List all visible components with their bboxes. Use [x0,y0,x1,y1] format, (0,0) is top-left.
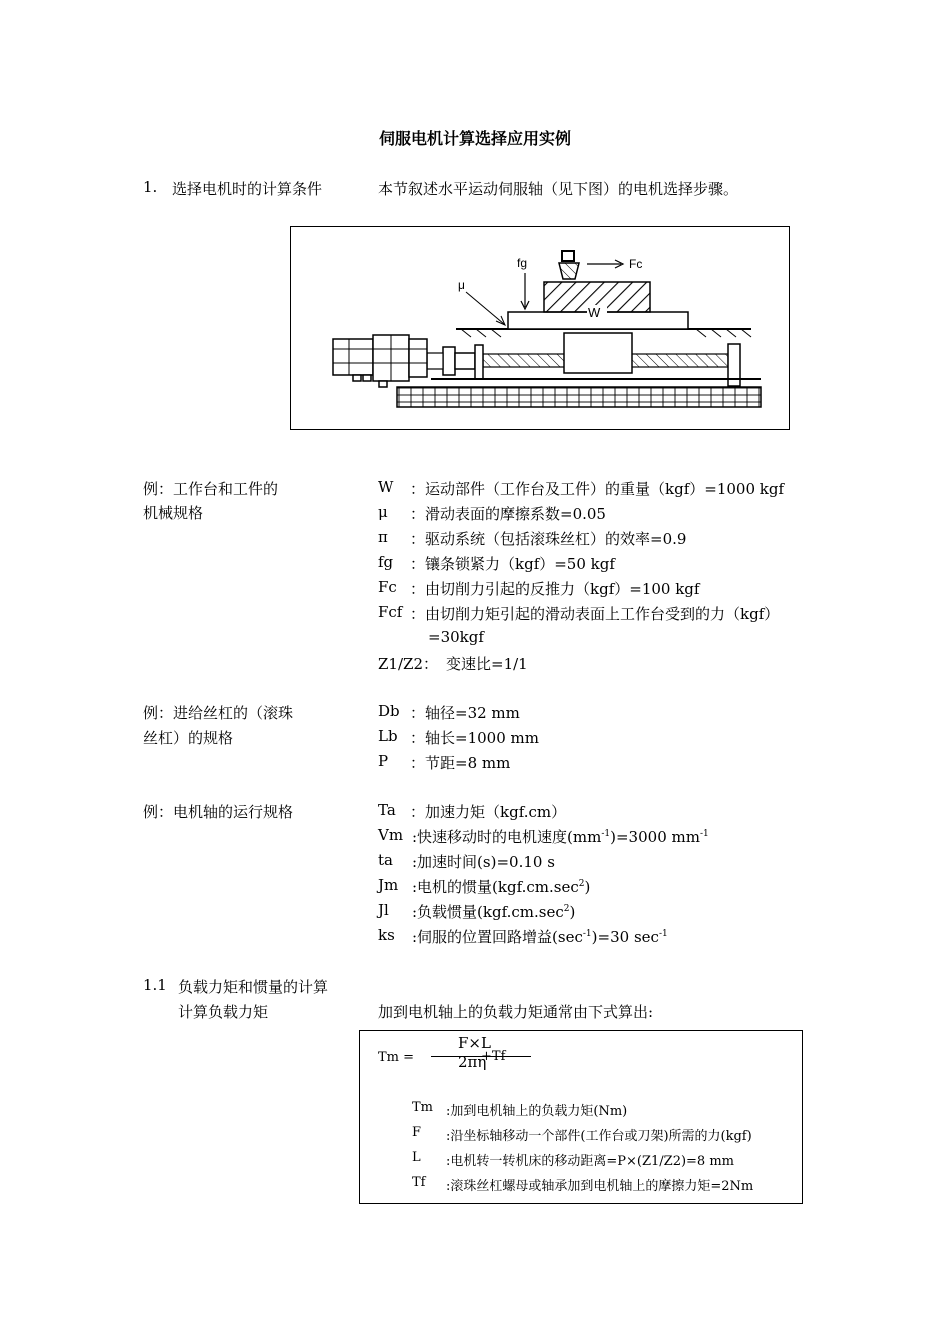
formula-def-desc: :沿坐标轴移动一个部件(工作台或刀架)所需的力(kgf) [446,1129,752,1144]
spec-description: :负载惯量$(kgf.cm.\sec^2)$ [412,903,576,921]
screw-spec-label-2: 丝杠）的规格 [143,729,234,747]
section-description: 本节叙述水平运动伺服轴（见下图）的电机选择步骤。 [378,180,739,198]
spec-symbol: Jl [378,901,389,919]
spec-description: 变速比=1/1 [446,655,528,673]
spec-description-cont: =30kgf [428,628,484,646]
mu-label: μ [458,278,465,292]
spec-description: ：运动部件（工作台及工件）的重量（kgf）=1000 kgf [410,480,784,498]
spec-symbol: π [378,528,388,546]
section-number: 1. [143,178,158,196]
mechanism-figure [290,226,790,430]
formula-def-symbol: F [412,1125,422,1140]
mu-pointer [466,292,504,324]
spec-symbol: fg [378,553,394,571]
formula-def-desc: :加到电机轴上的负载力矩(Nm) [446,1104,628,1119]
section-label: 选择电机时的计算条件 [172,180,323,198]
servo-axis-diagram [291,227,791,431]
motor-spec-label: 例：电机轴的运行规格 [143,803,294,821]
servo-motor [333,339,373,375]
section-number: 1.1 [143,976,167,994]
spec-description: :电机的惯量$(kgf.cm.\sec^2)$ [412,878,591,896]
spec-description: :快速移动时的电机速度$(mm^{-1})=3000$ $mm^{-1}$ [412,828,709,846]
spec-symbol: ta [378,851,393,869]
coupling [455,353,475,369]
spec-description: ：滑动表面的摩擦系数=0.05 [410,505,606,523]
formula-def-symbol: Tm [412,1100,433,1115]
weight-label: W [588,305,601,320]
spec-symbol: Vm [378,826,404,844]
screw-spec-label-1: 例：进给丝杠的（滚珠 [143,704,294,722]
cutter-holder [562,251,574,261]
spec-symbol: P [378,752,389,770]
section-intro: 加到电机轴上的负载力矩通常由下式算出: [378,1003,654,1021]
formula-denominator: 2πη [458,1053,487,1071]
formula-numerator: F×L [458,1034,491,1052]
fc-label: Fc [629,257,643,271]
ball-nut [564,333,632,373]
mech-spec-label-1: 例：工作台和工件的 [143,480,279,498]
formula-def-desc: :滚珠丝杠螺母或轴承加到电机轴上的摩擦力矩=2Nm [446,1179,754,1194]
spec-symbol: Fcf [378,603,403,621]
machine-base [397,387,761,407]
spec-description: ：镶条锁紧力（kgf）=50 kgf [410,555,615,573]
spec-symbol: Ta [378,801,396,819]
spec-symbol: W [378,478,394,496]
spec-symbol: Z1/Z2： [378,655,438,673]
spec-description: ：由切削力矩引起的滑动表面上工作台受到的力（kgf） [410,605,780,623]
spec-description: :加速时间(s)=0.10 s [412,853,555,871]
spec-description: ：轴径=32 mm [410,704,520,722]
page-title: 伺服电机计算选择应用实例 [379,129,572,148]
spec-description: ：驱动系统（包括滚珠丝杠）的效率=0.9 [410,530,687,548]
formula-def-symbol: L [412,1150,421,1165]
formula-tf: +Tf [481,1049,506,1064]
spec-symbol: Fc [378,578,397,596]
spec-description: ：加速力矩（kgf.cm） [410,803,567,821]
section-heading: 负载力矩和惯量的计算 [178,978,329,996]
spec-symbol: ks [378,926,395,944]
subsection-heading: 计算负载力矩 [178,1003,269,1021]
formula-def-symbol: Tf [412,1175,426,1190]
formula-def-desc: :电机转一转机床的移动距离=P×(Z1/Z2)=8 mm [446,1154,734,1169]
spec-symbol: Lb [378,727,398,745]
spec-symbol: Jm [378,876,399,894]
spec-description: ：节距=8 mm [410,754,511,772]
spec-symbol: Db [378,702,400,720]
mech-spec-label-2: 机械规格 [143,504,204,522]
fg-label: fg [517,256,528,270]
formula-lhs: Tm = [378,1050,415,1065]
cutter [559,263,579,279]
spec-description: ：由切削力引起的反推力（kgf）=100 kgf [410,580,700,598]
spec-symbol: μ [378,503,388,521]
spec-description: :伺服的位置回路增益$(\sec^{-1})=30$ $\sec^{-1}$ [412,928,668,946]
spec-description: ：轴长=1000 mm [410,729,539,747]
